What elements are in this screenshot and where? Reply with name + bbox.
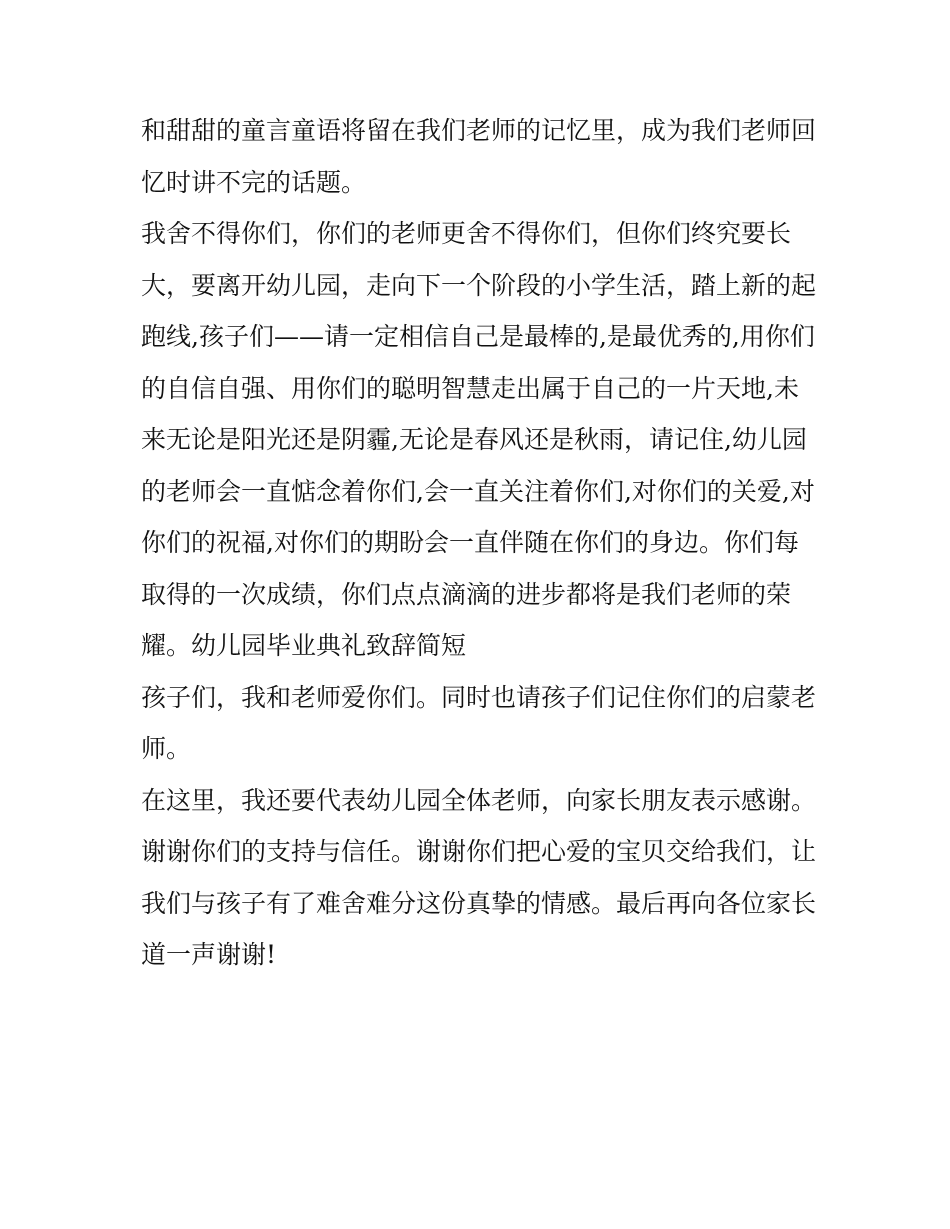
text-line: 大，要离开幼儿园，走向下一个阶段的小学生活，踏上新的起 <box>141 270 817 300</box>
text-line: 我们与孩子有了难舍难分这份真挚的情感。最后再向各位家长 <box>141 888 817 918</box>
text-line: 忆时讲不完的话题。 <box>141 167 367 197</box>
text-line: 取得的一次成绩，你们点点滴滴的进步都将是我们老师的荣 <box>141 579 792 609</box>
text-line: 跑线,孩子们——请一定相信自己是最棒的,是最优秀的,用你们 <box>141 322 815 351</box>
text-line: 和甜甜的童言童语将留在我们老师的记忆里，成为我们老师回 <box>141 116 817 145</box>
text-line: 道一声谢谢! <box>141 940 277 969</box>
text-line: 我舍不得你们，你们的老师更舍不得你们，但你们终究要长 <box>141 219 792 248</box>
text-line: 你们的祝福,对你们的期盼会一直伴随在你们的身边。你们每 <box>141 528 799 557</box>
text-line: 师。 <box>141 734 192 763</box>
text-line: 的老师会一直惦念着你们,会一直关注着你们,对你们的关爱,对 <box>141 476 815 506</box>
text-line: 的自信自强、用你们的聪明智慧走出属于自己的一片天地,未 <box>141 373 799 403</box>
text-line: 在这里，我还要代表幼儿园全体老师，向家长朋友表示感谢。 <box>141 785 817 815</box>
document-body <box>141 105 821 981</box>
text-line: 谢谢你们的支持与信任。谢谢你们把心爱的宝贝交给我们，让 <box>141 837 817 866</box>
text-line: 孩子们，我和老师爱你们。同时也请孩子们记住你们的启蒙老 <box>141 682 817 712</box>
text-line: 耀。幼儿园毕业典礼致辞简短 <box>141 631 467 660</box>
text-line: 来无论是阳光还是阴霾,无论是春风还是秋雨，请记住,幼儿园 <box>141 425 807 454</box>
